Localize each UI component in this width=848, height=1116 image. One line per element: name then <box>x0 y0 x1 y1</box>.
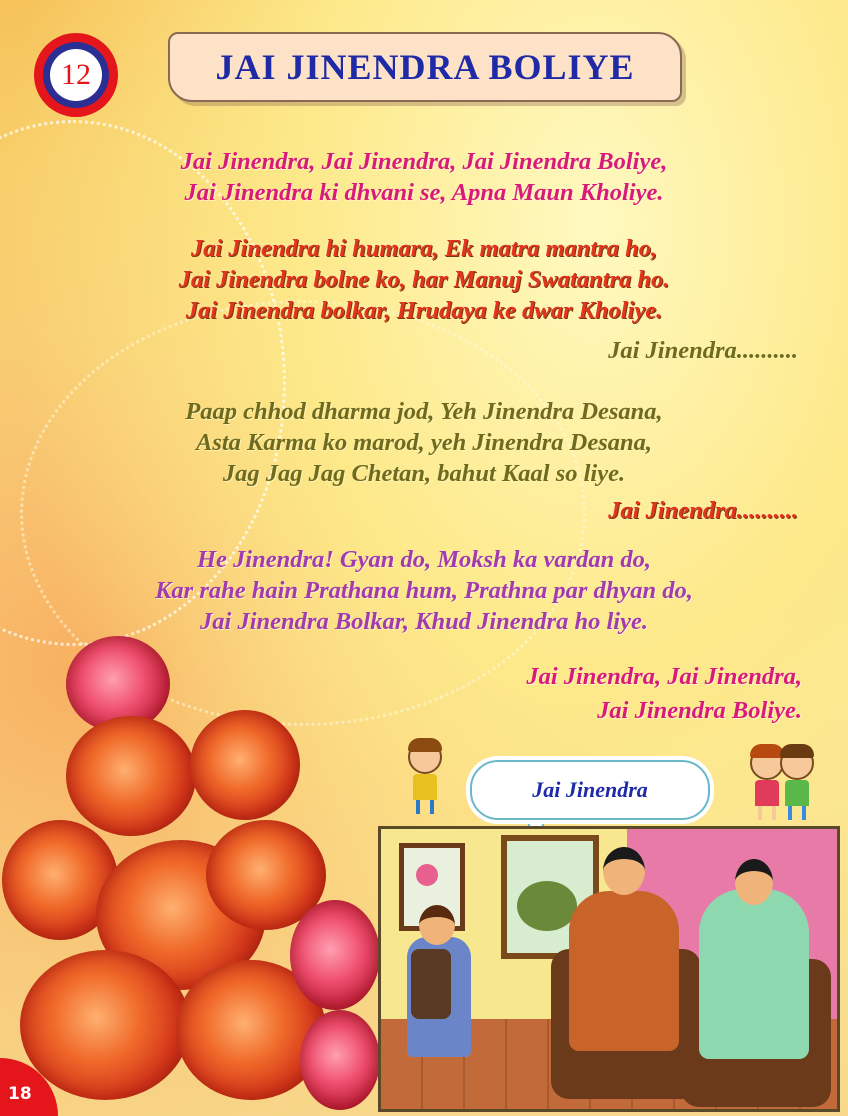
closing-refrain <box>526 660 802 728</box>
mother-figure <box>699 889 809 1059</box>
verse-line: Jai Jinendra, Jai Jinendra, <box>526 663 802 690</box>
refrain-2: Jai Jinendra.......... <box>608 337 798 364</box>
verse-line: Jai Jinendra Boliye. <box>597 697 802 724</box>
stanza-3 <box>0 396 848 489</box>
speech-bubble-text: Jai Jinendra <box>532 777 648 802</box>
title-banner <box>168 32 682 102</box>
verse-line: Jai Jinendra bolne ko, har Manuj Swatantra ho. <box>178 266 670 293</box>
stanza-2 <box>0 233 848 326</box>
verse-line: Jai Jinendra Bolkar, Khud Jinendra ho liye. <box>200 608 648 635</box>
verse-line: Jai Jinendra, Jai Jinendra, Jai Jinendra Boliye, <box>180 148 668 175</box>
verse-line: Jai Jinendra hi humara, Ek matra mantra ho, <box>190 235 658 262</box>
girl-cartoon <box>750 746 784 820</box>
verse-line: Jai Jinendra ki dhvani se, Apna Maun Kholiye. <box>184 179 664 206</box>
boy-cartoon-2 <box>780 746 814 820</box>
father-figure <box>569 891 679 1051</box>
song-number: 12 <box>50 49 102 101</box>
stanza-4 <box>0 544 848 637</box>
page-title: JAI JINENDRA BOLIYE <box>215 47 635 87</box>
page-number: 18 <box>8 1084 32 1104</box>
verse-line: Jag Jag Jag Chetan, bahut Kaal so liye. <box>222 460 626 487</box>
verse-line: He Jinendra! Gyan do, Moksh ka vardan do, <box>197 546 651 573</box>
speech-bubble <box>470 760 710 820</box>
refrain-3: Jai Jinendra.......... <box>608 497 798 524</box>
verse-line: Kar rahe hain Prathana hum, Prathna par dhyan do, <box>155 577 693 604</box>
verse-line: Asta Karma ko marod, yeh Jinendra Desana, <box>195 429 653 456</box>
verse-line: Paap chhod dharma jod, Yeh Jinendra Desana, <box>185 398 663 425</box>
greeting-illustration <box>378 826 840 1112</box>
verse-line: Jai Jinendra bolkar, Hrudaya ke dwar Kholiye. <box>185 297 663 324</box>
boy-cartoon <box>408 740 442 814</box>
stanza-1 <box>0 146 848 208</box>
song-number-badge <box>34 33 118 117</box>
